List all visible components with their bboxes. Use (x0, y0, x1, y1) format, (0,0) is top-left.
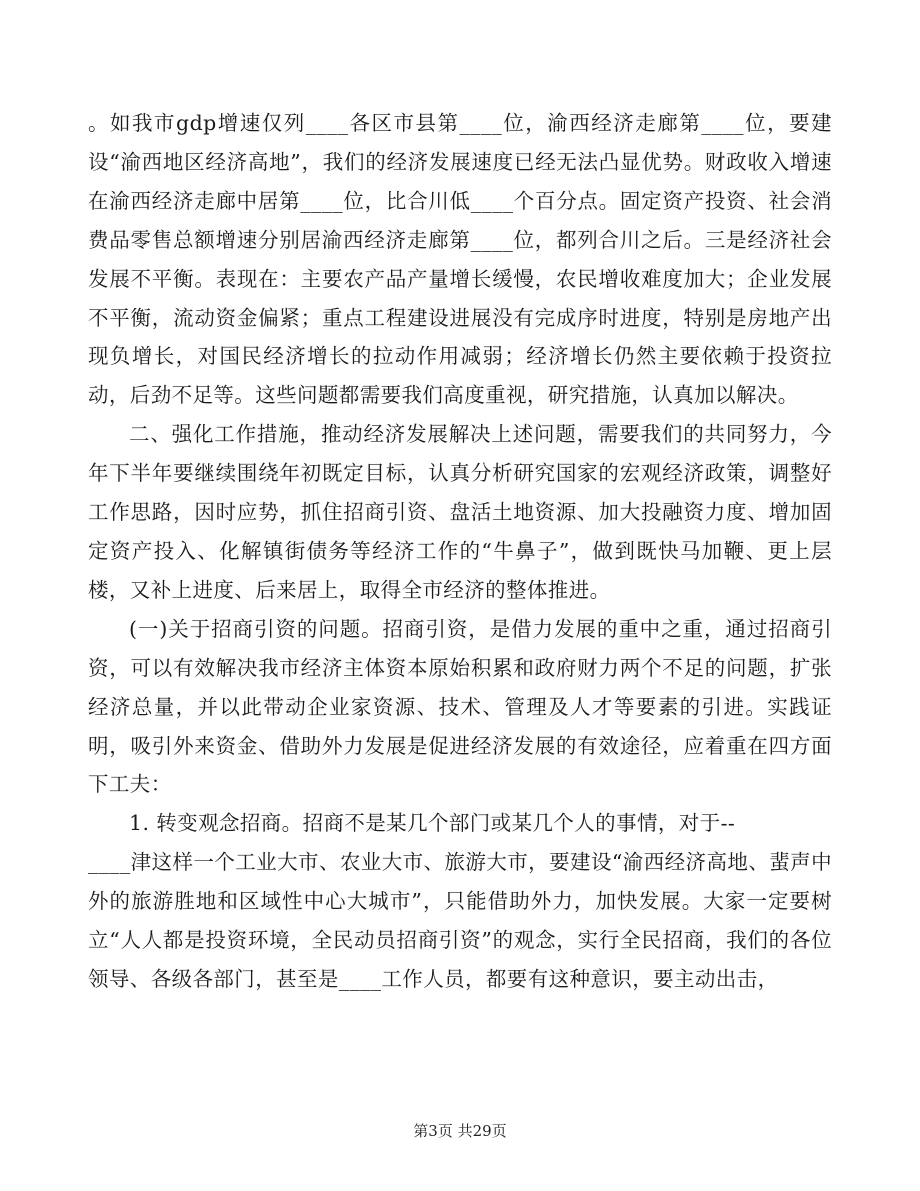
page-number-footer: 第3页 共29页 (413, 1122, 507, 1140)
paragraph-item-one-heading: 1. 转变观念招商。招商不是某几个部门或某几个人的事情，对于-- (129, 811, 736, 836)
paragraph-section-two: 二、强化工作措施，推动经济发展解决上述问题，需要我们的共同努力，今年下半年要继续围绕年初既定目标，认真分析研究国家的宏观经济政策，调整好工作思路，因时应势，抓住招商引资、盘活土地资源、加大投融资力度、增加固定资产投入、化解镇街债务等经济工作的“牛鼻子”，做到既快马加鞭、更上层楼，又补上进度、后来居上，取得全市经济的整体推进。 (88, 422, 832, 602)
paragraph-economic-problems: 。如我市gdp增速仅列____各区市县第____位，渝西经济走廊第____位，要建设“渝西地区经济高地”，我们的经济发展速度已经无法凸显优势。财政收入增速在渝西经济走廊中居第____位，比合川低____个百分点。固定资产投资、社会消费品零售总额增速分别居渝西经济走廊第____位，都列合川之后。三是经济社会发展不平衡。表现在：主要农产品产量增长缓慢，农民增收难度加大；企业发展不平衡，流动资金偏紧；重点工程建设进展没有完成序时进度，特别是房地产出现负增长，对国民经济增长的拉动作用减弱；经济增长仍然主要依赖于投资拉动，后劲不足等。这些问题都需要我们高度重视，研究措施，认真加以解决。 (88, 111, 832, 408)
paragraph-item-one-body: ____津这样一个工业大市、农业大市、旅游大市，要建设“渝西经济高地、蜚声中外的旅游胜地和区域性中心大城市”，只能借助外力，加快发展。大家一定要树立“人人都是投资环境，全民动员招商引资”的观念，实行全民招商，我们的各位领导、各级各部门，甚至是____工作人员，都要有这种意识，要主动出击， (88, 850, 832, 991)
paragraph-investment-attraction: (一)关于招商引资的问题。招商引资，是借力发展的重中之重，通过招商引资，可以有效解决我市经济主体资本原始积累和政府财力两个不足的问题，扩张经济总量，并以此带动企业家资源、技术、管理及人才等要素的引进。实践证明，吸引外来资金、借助外力发展是促进经济发展的有效途径，应着重在四方面下工夫： (88, 616, 832, 797)
document-body (88, 104, 832, 999)
